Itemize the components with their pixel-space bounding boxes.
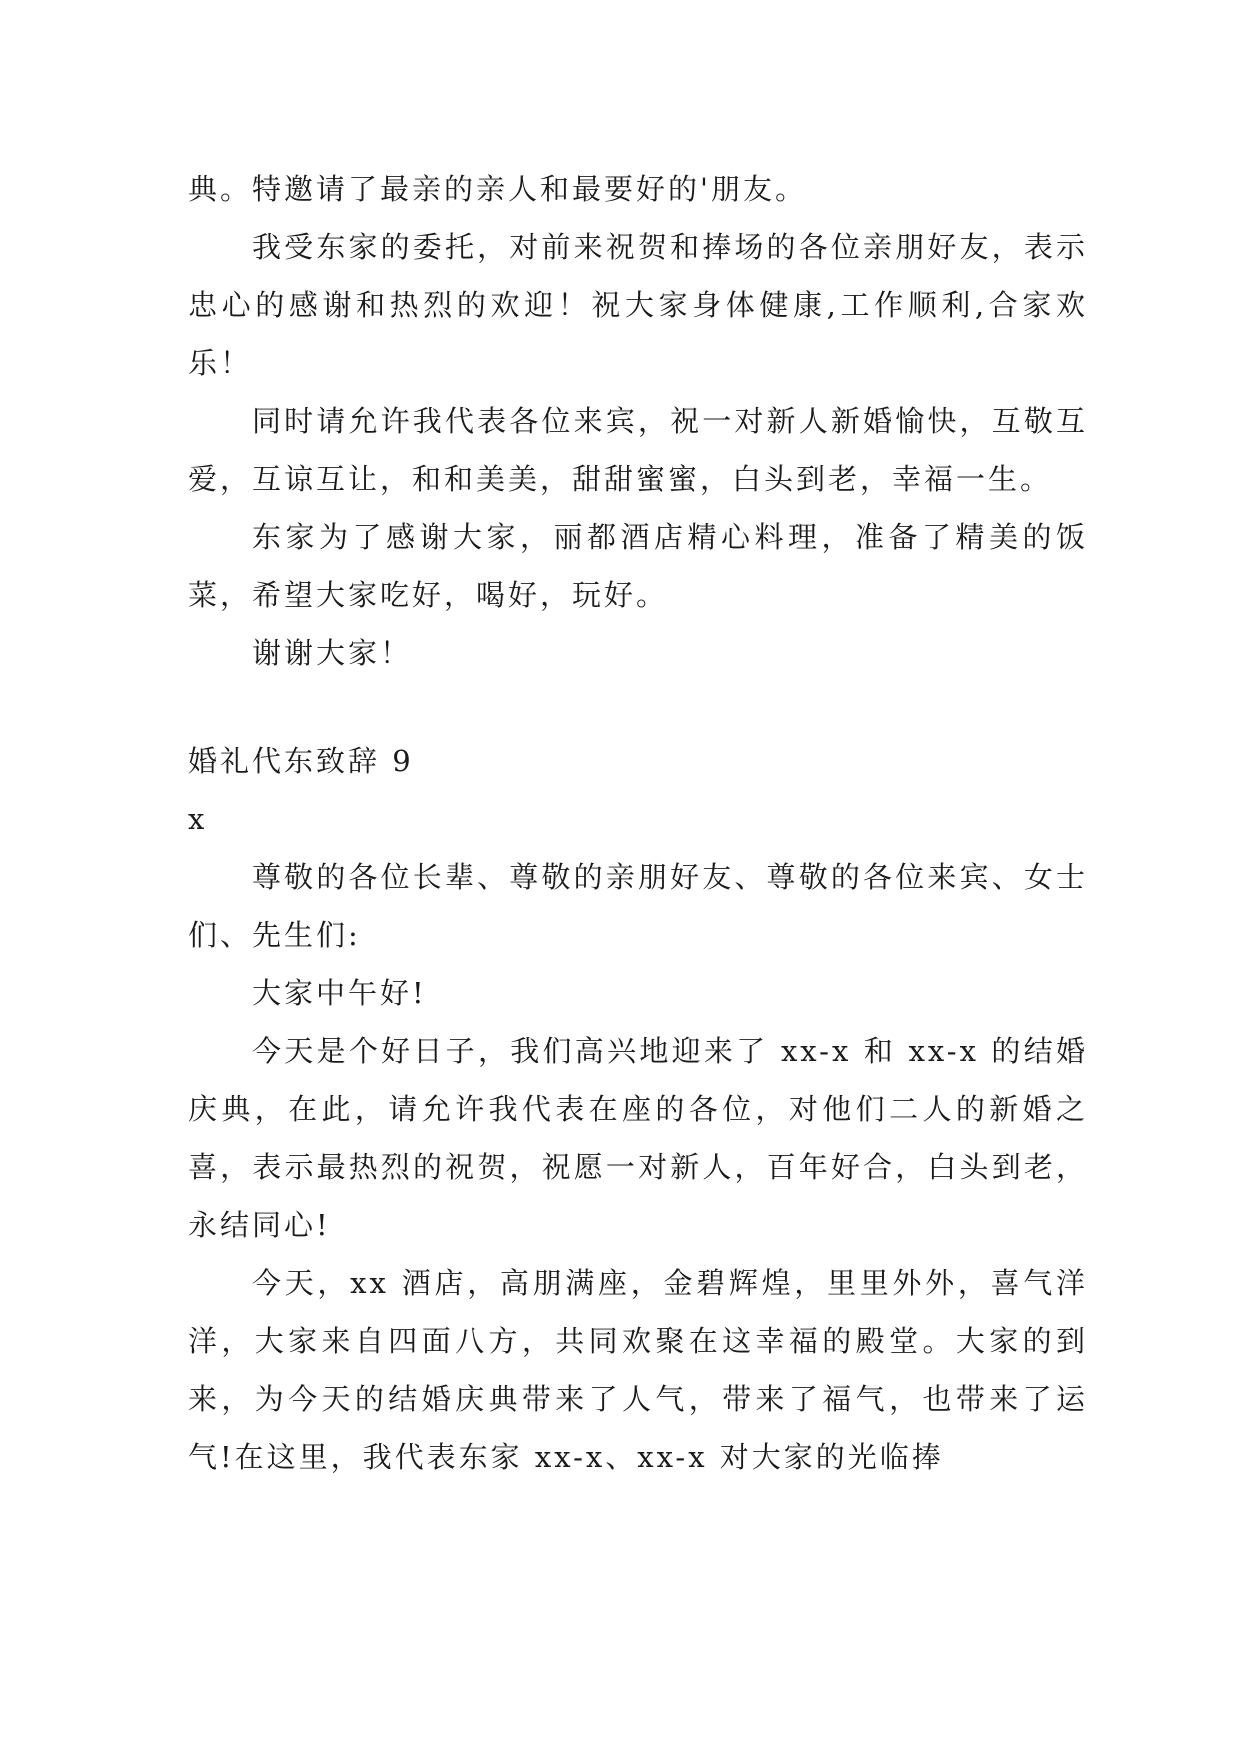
- paragraph: 同时请允许我代表各位来宾，祝一对新人新婚愉快，互敬互爱，互谅互让，和和美美，甜甜蜜蜜，白头到老，幸福一生。: [188, 404, 1088, 496]
- paragraph: 谢谢大家！: [252, 636, 413, 670]
- document-body: [188, 160, 1088, 1486]
- paragraph: 典。特邀请了最亲的亲人和最要好的'朋友。: [188, 172, 807, 206]
- section-title: 婚礼代东致辞 9: [188, 744, 414, 778]
- section-mark: x: [188, 802, 208, 836]
- paragraph: 尊敬的各位长辈、尊敬的亲朋好友、尊敬的各位来宾、女士们、先生们:: [188, 860, 1088, 952]
- paragraph: 东家为了感谢大家，丽都酒店精心料理，准备了精美的饭菜，希望大家吃好，喝好，玩好。: [188, 520, 1088, 612]
- paragraph: 今天是个好日子，我们高兴地迎来了 xx-x 和 xx-x 的结婚庆典，在此，请允许我代表在座的各位，对他们二人的新婚之喜，表示最热烈的祝贺，祝愿一对新人，百年好合，白头到老，永结同心!: [188, 1034, 1088, 1242]
- paragraph: 今天，xx 酒店，高朋满座，金碧辉煌，里里外外，喜气洋洋，大家来自四面八方，共同欢聚在这幸福的殿堂。大家的到来，为今天的结婚庆典带来了人气，带来了福气，也带来了运气!在这里，我代表东家 xx-x、xx-x 对大家的光临捧: [188, 1266, 1088, 1474]
- paragraph: 我受东家的委托，对前来祝贺和捧场的各位亲朋好友，表示忠心的感谢和热烈的欢迎！祝大家身体健康,工作顺利,合家欢乐！: [188, 230, 1088, 380]
- paragraph: 大家中午好!: [252, 976, 427, 1010]
- section-spacer: [188, 682, 1088, 732]
